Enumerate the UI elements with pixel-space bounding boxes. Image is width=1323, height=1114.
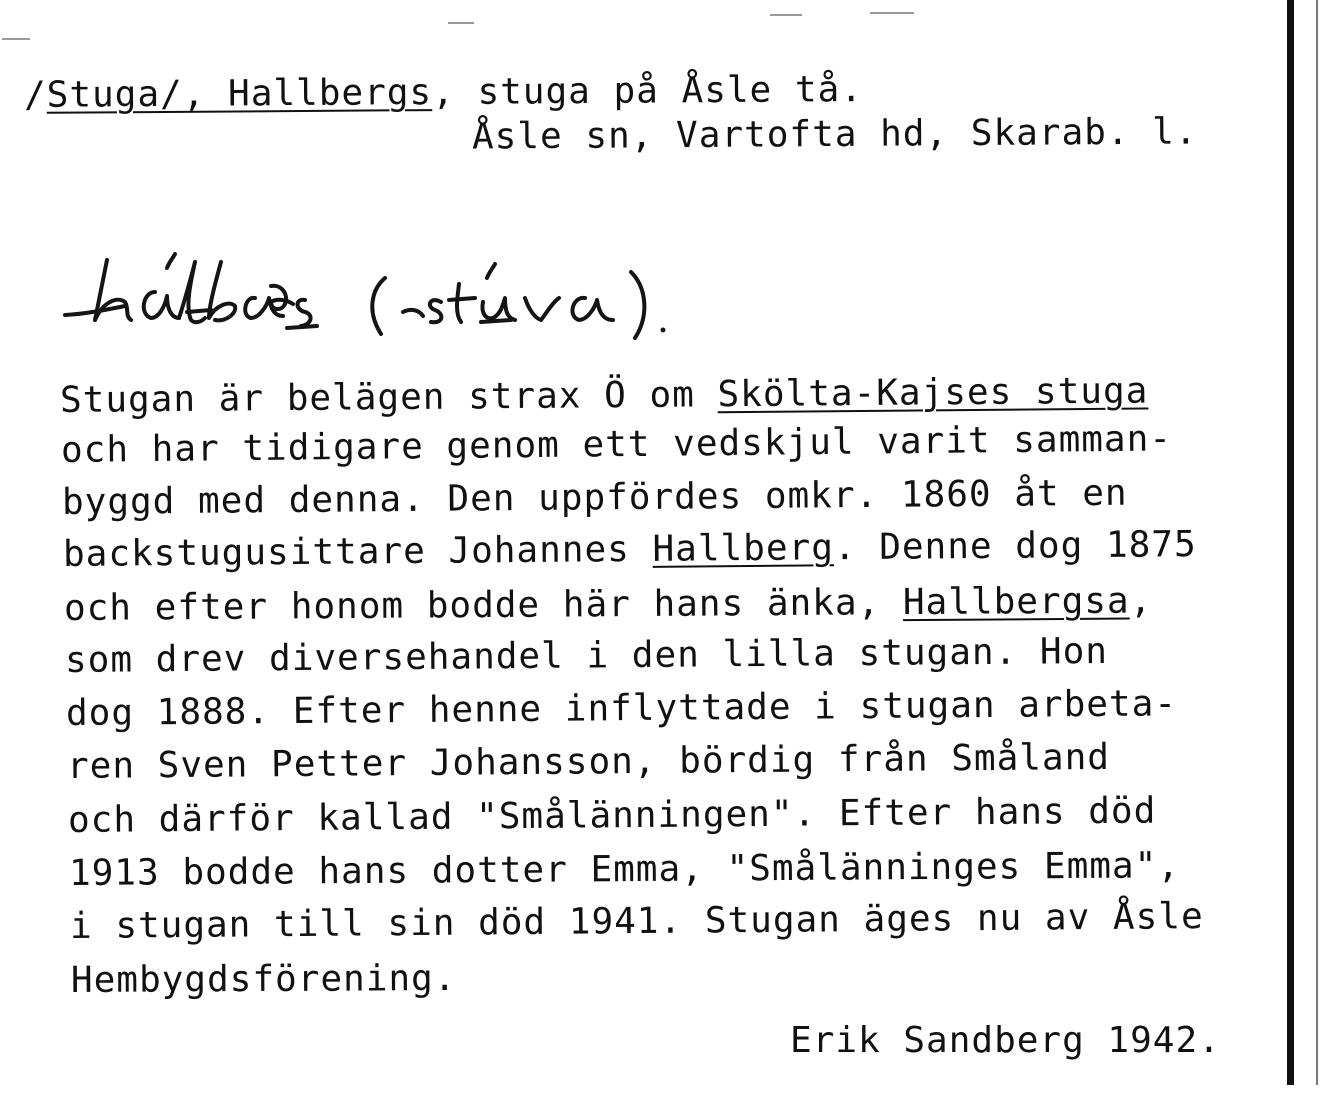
body-line [71, 958, 457, 1001]
text-segment: backstugusittare Johannes [62, 528, 653, 575]
card-edge-line [1316, 0, 1318, 1085]
scan-speck [2, 38, 30, 40]
underlined-name: Skölta-Kajses stuga [717, 370, 1149, 416]
text-segment: Stugan är belägen strax Ö om [59, 374, 718, 421]
body-line [62, 473, 1128, 523]
text-segment: som drev diversehandel i den lilla stugan. Hon [64, 630, 1109, 681]
body-line [60, 371, 1149, 421]
body-line [70, 896, 1204, 947]
body-line [66, 683, 1177, 734]
body-line [69, 845, 1180, 894]
body-line [63, 524, 1197, 575]
card-heading [24, 69, 863, 116]
body-line [65, 631, 1108, 681]
text-segment: ren Sven Petter Johansson, bördig från Småland [66, 736, 1111, 787]
text-segment: och har tidigare genom ett vedskjul varit samman- [60, 418, 1173, 471]
text-segment: , [1129, 580, 1153, 622]
heading-prefix: / [23, 74, 47, 116]
text-segment: Hembygdsförening. [70, 957, 457, 1001]
scan-speck [770, 14, 802, 16]
text-segment: . Denne dog 1875 [833, 524, 1197, 569]
handwritten-pronunciation [55, 240, 875, 350]
location-line: Åsle sn, Vartofta hd, Skarab. l. [471, 111, 1198, 158]
body-line [61, 418, 1172, 471]
text-segment: och därför kallad "Smålänningen". Efter hans död [67, 790, 1157, 841]
body-line [68, 791, 1157, 841]
body-line [67, 737, 1110, 787]
heading-name: Stuga/, Hallbergs [46, 72, 433, 116]
heading-rest: , stuga på Åsle tå. [432, 69, 864, 114]
underlined-name: Hallberg [652, 527, 835, 570]
text-segment: 1913 bodde hans dotter Emma, "Smålänninges Emma", [68, 845, 1181, 894]
scan-speck [448, 22, 474, 24]
body-line [64, 580, 1153, 629]
card-edge-shadow [1287, 0, 1294, 1085]
text-segment: byggd med denna. Den uppfördes omkr. 1860 åt en [61, 472, 1128, 523]
scan-speck [870, 12, 914, 14]
text-segment: och efter honom bodde här hans änka, [63, 582, 904, 629]
text-segment: dog 1888. Efter henne inflyttade i stugan arbeta- [65, 683, 1178, 734]
text-segment: i stugan till sin död 1941. Stugan äges nu av Åsle [69, 896, 1204, 947]
underlined-name: Hallbergsa [902, 580, 1130, 624]
signature: Erik Sandberg 1942. [790, 1020, 1221, 1061]
